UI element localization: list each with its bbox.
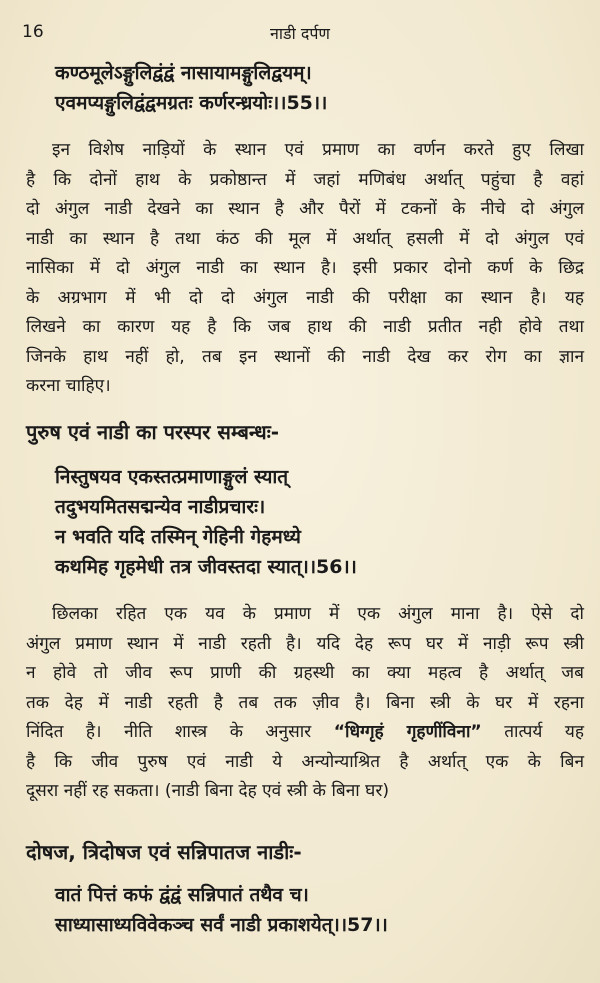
paragraph-line: छिलका रहित एक यव के प्रमाण में एक अंगुल माना है। ऐसे दो [52, 604, 584, 624]
commentary-paragraph-2 [26, 600, 584, 807]
paragraph-line: है कि दोनों हाथ के प्रकोष्ठान्त में जहां मणिबंध अर्थात् पहुंचा है वहां [26, 169, 584, 190]
paragraph-line: नाडी का स्थान है तथा कंठ की मूल में अर्थात् हसली में दो अंगुल एवं [26, 228, 584, 249]
verse-line: कथमिह गृहमेधी तत्र जीवस्तदा स्यात्।।56।। [55, 556, 357, 578]
paragraph-line: दो अंगुल नाडी देखने का स्थान है और पैरों में टकनों के नीचे दो अंगुल [26, 199, 584, 219]
paragraph-line: नासिका में दो अंगुल नाडी का स्थान है। इसी प्रकार दोनो कर्ण के छिद्र [26, 258, 584, 278]
running-title: नाडी दर्पण [270, 24, 330, 43]
section-heading-purush-nadi: पुरुष एवं नाडी का परस्पर सम्बन्धः- [26, 420, 280, 444]
commentary-paragraph-1 [26, 136, 584, 402]
paragraph-line [26, 718, 584, 748]
verse-55 [55, 58, 327, 118]
paragraph-line: तक देह में नाडी रहती है तब तक ज़ीव है। बिना स्त्री के घर में रहना [26, 692, 584, 713]
paragraph-line: लिखने का कारण यह है कि जब हाथ की नाडी प्रतीत नही होवे तथा [26, 317, 584, 337]
verse-56 [55, 462, 357, 582]
paragraph-line: करना चाहिए। [26, 376, 111, 396]
verse-57 [55, 880, 388, 940]
paragraph-line: न होवे तो जीव रूप प्राणी की ग्रहस्थी का क्या महत्व है अर्थात् जब [26, 663, 584, 683]
line-text: निंदित है। नीति शास्त्र के अनुसार [26, 722, 334, 742]
paragraph-line: के अग्रभाग में भी दो दो अंगुल नाडी की परीक्षा का स्थान है। यह [26, 287, 584, 308]
paragraph-line: है कि जीव पुरुष एवं नाडी ये अन्योन्याश्रित है अर्थात् एक के बिन [26, 751, 584, 772]
paragraph-line: दूसरा नहीं रह सकता। (नाडी बिना देह एवं स्त्री के बिना घर) [26, 781, 390, 801]
line-text: तात्पर्य यह [481, 722, 584, 742]
paragraph-line: अंगुल प्रमाण स्थान में नाडी रहती है। यदि देह रूप घर में नाड़ी रूप स्त्री [26, 633, 584, 654]
verse-line: कण्ठमूलेऽङ्गुलिद्वंद्वं नासायामङ्गुलिद्वयम्। [55, 62, 312, 84]
quoted-phrase: “धिग्गृहं गृहणींविना” [333, 722, 482, 742]
section-heading-doshaj-nadi: दोषज, त्रिदोषज एवं सन्निपातज नाडीः- [26, 840, 302, 864]
verse-line: न भवति यदि तस्मिन् गेहिनी गेहमध्ये [55, 526, 301, 548]
verse-line: एवमप्यङ्गुलिद्वंद्वमग्रतः कर्णरन्ध्रयोः।।55।। [55, 92, 328, 114]
verse-line: वातं पित्तं कफं द्वंद्वं सन्निपातं तथैव च। [55, 884, 309, 906]
paragraph-line: इन विशेष नाड़ियों के स्थान एवं प्रमाण का वर्णन करते हुए लिखा [52, 140, 584, 160]
page-header [0, 22, 600, 48]
verse-line: साध्यासाध्यविवेकञ्च सर्वं नाडी प्रकाशयेत्।।57।। [55, 914, 388, 936]
verse-line: निस्तुषयव एकस्तत्प्रमाणाङ्गुलं स्यात् [55, 466, 289, 488]
page-number: 16 [22, 22, 44, 42]
verse-line: तदुभयमितसद्मन्येव नाडीप्रचारः। [55, 496, 266, 518]
paragraph-line: जिनके हाथ नहीं हो, तब इन स्थानों की नाडी देख कर रोग का ज्ञान [26, 346, 584, 367]
